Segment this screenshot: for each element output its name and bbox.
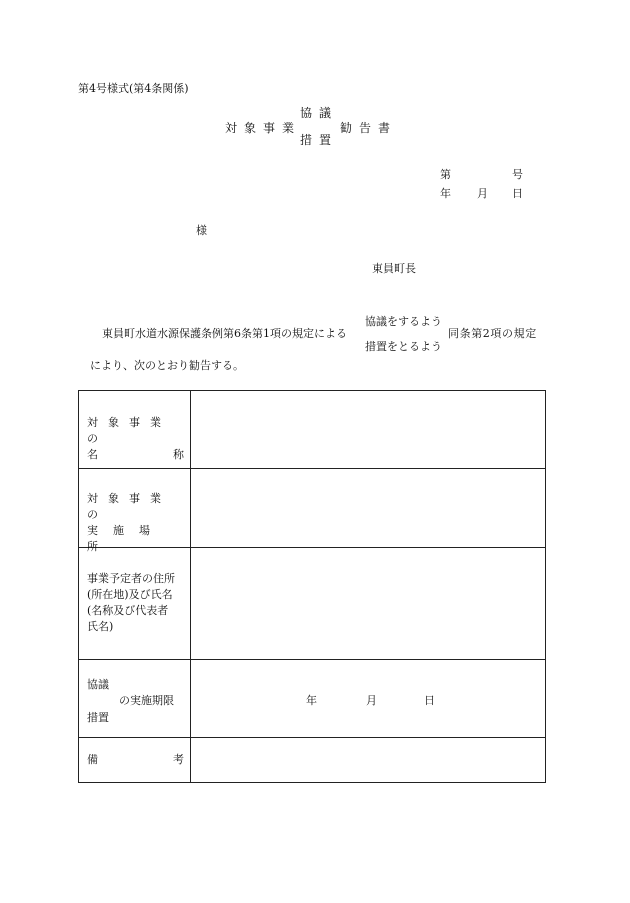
value-remarks[interactable]: [191, 738, 546, 783]
label-char-bi: 備: [87, 753, 98, 766]
table-row-deadline: [79, 660, 546, 738]
deadline-day: 日: [424, 694, 435, 707]
deadline-year: 年: [306, 694, 317, 707]
label-operator-line1: 事業予定者の住所: [87, 572, 175, 585]
date-day: 日: [512, 187, 523, 200]
label-char-na: 名: [87, 448, 98, 461]
label-char-sho: 称: [173, 448, 184, 461]
body-option-measures: 措置をとるよう: [365, 340, 442, 353]
label-option-consultation: 協議: [87, 678, 109, 691]
label-remarks: [79, 738, 191, 783]
body-line1-prefix: 東員町水道水源保護条例第6条第1項の規定による: [102, 327, 347, 340]
label-option-measures: 措置: [87, 711, 109, 724]
label-deadline: [79, 660, 191, 738]
value-project-location[interactable]: [191, 469, 546, 548]
label-line1: 対象事業の: [87, 492, 171, 521]
label-project-location: [79, 469, 191, 553]
form-number: 第4号様式(第4条関係): [78, 82, 189, 95]
number-suffix: 号: [512, 168, 523, 181]
label-line1-chars: 対象事業の: [87, 416, 171, 445]
label-line2: 実施場所: [87, 524, 165, 553]
date-month: 月: [477, 187, 488, 200]
label-char-kou: 考: [173, 753, 184, 766]
title-suffix: 勧告書: [340, 121, 398, 135]
label-operator-line3: (名称及び代表者: [87, 604, 169, 617]
value-deadline[interactable]: [191, 660, 546, 738]
deadline-month: 月: [366, 694, 377, 707]
body-option-consultation: 協議をするよう: [365, 315, 442, 328]
table-row-operator: [79, 548, 546, 660]
body-line1-suffix: 同条第2項の規定: [448, 327, 537, 340]
sender-name: 東員町長: [372, 262, 416, 275]
label-deadline-text: の実施期限: [119, 694, 174, 707]
label-operator-line4: 氏名): [87, 620, 114, 633]
number-prefix: 第: [440, 168, 451, 181]
title-option-consultation: 協議: [300, 106, 339, 120]
label-project-name: [79, 391, 191, 469]
value-operator[interactable]: [191, 548, 546, 660]
value-project-name[interactable]: [191, 391, 546, 469]
label-operator: [79, 548, 191, 660]
label-operator-line2: (所在地)及び氏名: [87, 588, 173, 601]
recommendation-table: [78, 390, 546, 783]
addressee-honorific: 様: [196, 224, 207, 237]
table-row-project-location: [79, 469, 546, 548]
table-row-project-name: [79, 391, 546, 469]
date-year: 年: [440, 187, 451, 200]
table-row-remarks: [79, 738, 546, 783]
body-line2: により、次のとおり勧告する。: [90, 359, 244, 372]
title-option-measures: 措置: [300, 133, 339, 147]
title-prefix: 対象事業: [225, 121, 302, 135]
